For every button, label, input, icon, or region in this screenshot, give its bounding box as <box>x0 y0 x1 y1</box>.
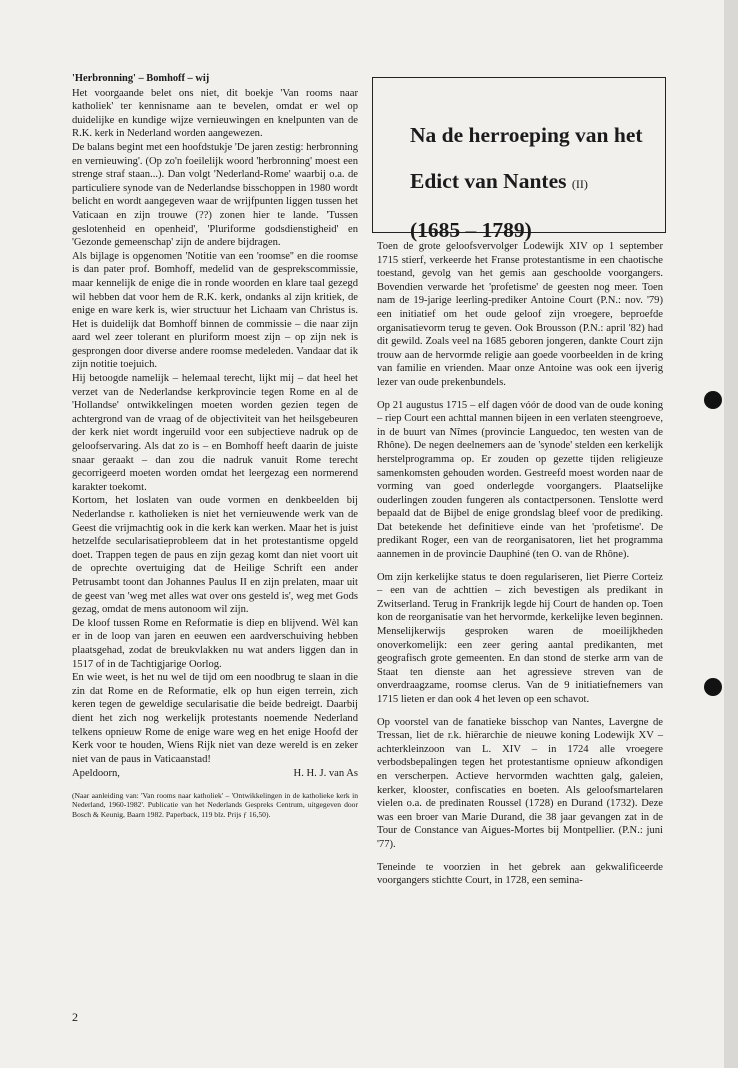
page-edge <box>724 0 738 1068</box>
title-line-2 <box>410 158 670 207</box>
page-number: 2 <box>72 1010 78 1024</box>
paragraph: Als bijlage is opgenomen 'Notitie van een 'roomse'' en die roomse is dan pater prof. Bomhoff, medelid van de gesprekscommissie, maar kennelijk de enige die in ronde woorden en klare taal gezegd wil hebben dat voor hem de R.K. kerk, ondanks al zijn kritiek, de enige en ware kerk is, wier structuur het Lichaam van Christus is. Het is duidelijk dat Bomhoff binnen de commissie – die naar zijn aard wel zeer tolerant en pluriform moest zijn – op zijn nek is gesprongen door diverse andere roomse medeleden. Vandaar dat ik zijn notitie toejuich. <box>72 250 358 371</box>
paragraph: En wie weet, is het nu wel de tijd om een noodbrug te slaan in die zin dat Rome en de Reformatie, elk op hun eigen terrein, zich keren tegen de geweldige secularisatie die beide bedreigt. Daarbij dient het zich nog werkelijk protestants noemende Nederland telkens opnieuw Rome de enige ware weg en het enige Hoofd der Kerk voor te houden, Wiens Rijk niet van deze wereld is en zeker niet van de paus in Vaticaanstad! <box>72 672 358 765</box>
paragraph: Het voorgaande belet ons niet, dit boekje 'Van rooms naar katholiek' ter kennisname aan te bevelen, omdat er wel op duidelijke en kundige wijze vernieuwingen en knelpunten van de R.K. kerk in Nederland worden aangewezen. <box>72 87 358 140</box>
footnote-line: Publicatie van het Nederlands Gespreks Centrum, uitgegeven door Bosch & Keunig, Baarn 1982. Paperback, 119 blz. Prijs ƒ 16,50). <box>72 800 358 819</box>
punch-hole <box>704 678 722 696</box>
paragraph: Toen de grote geloofsvervolger Lodewijk XIV op 1 september 1715 stierf, verkeerde het Franse protestantisme in een chaotische toestand, gevolg van het gemis aan geschoolde voorgangers. Bovendien verwarde het 'profetisme' de geesten nog meer. Toen nam de 19-jarige leerling-prediker Antoine Court (P.N.: nov. '79) een initiatief om het oude geloof zijn vroegere, beproefde organisatievorm terug te geven. Ook Brousson (P.N.: april '82) had dit gewild. Zoals veel na 1685 geboren jongeren, dankte Court zijn trouw aan de hervormde religie aan goede voorbeelden in de kring van familie en vrienden. Maar onze Antoine was ook een ijverig lezer van oude prekenbundels. <box>377 241 663 388</box>
paragraph: Hij betoogde namelijk – helemaal terecht, lijkt mij – dat heel het verzet van de Nederlandse kerkprovincie tegen Rome en al de 'Hollandse' ontwikkelingen moeten worden gezien tegen de achtergrond van de vraag of de objectiviteit van het heilsgebeuren der kerk niet wordt ingeruild voor een subjectieve nadruk op de geloofservaring. Als dat zo is – en Bomhoff heeft daarin de juiste snaar geraakt – dan zou die nadruk vanuit Rome terecht gecorrigeerd moeten worden omdat het leergezag een normerend karakter toekomt. <box>72 373 358 493</box>
footnote <box>72 791 358 819</box>
paragraph: Op voorstel van de fanatieke bisschop van Nantes, Lavergne de Tressan, liet de r.k. hiërarchie de nieuwe koning Lodewijk XV – achterkleinzoon van L. XIV – in 1724 alle vroegere verbodsbepalingen tegen het protestantisme opnieuw afkondigen en verscherpen. Actieve hervormden wachtten galg, galeien, kerker, klooster, confiscaties en boeten. Als geloofsmartelaren vielen o.a. de predinaten Roussel (1728) en Durand (1732). Deze was een broer van Marie Durand, die 38 jaar gevangen zat in de Tour de Constance van Aigues-Mortes bij Montpellier. (P.N.: juni '77). <box>377 716 663 850</box>
title-part-number: (II) <box>571 177 588 191</box>
paragraph: Teneinde te voorzien in het gebrek aan gekwalificeerde voorgangers stichtte Court, in 1728, een semina- <box>377 861 663 887</box>
author: H. H. J. van As <box>293 768 358 780</box>
place: Apeldoorn, <box>72 768 120 780</box>
paragraph: Op 21 augustus 1715 – elf dagen vóór de dood van de oude koning – riep Court een achttal mannen bijeen in een verlaten steengroeve, in de buurt van Nîmes (provincie Languedoc, ten westen van de Rhône). De negen deelnemers aan de 'synode' stelden een kerkelijk herstelprogramma op. Er zouden op gezette tijden religieuze samenkomsten gehouden worden. Gestreefd moest worden naar de vorming van goed onderlegde voorgangers. Plaatselijke ouderlingen zouden fungeren als contactpersonen. Tenslotte werd bepaald dat de Bijbel de enige grondslag bleef voor de prediking. Dat betekende het definitieve einde van het 'profetisme'. De predikant Roger, een van de reorganisatoren, liet het programma aannemen in de provincie Dauphiné (ten O. van de Rhône). <box>377 399 663 561</box>
title-text: Edict van Nantes <box>410 169 567 193</box>
section-heading: 'Herbronning' – Bomhoff – wij <box>72 73 210 84</box>
signature-line <box>72 767 358 781</box>
right-column <box>377 240 663 897</box>
paragraph: Om zijn kerkelijke status te doen regulariseren, liet Pierre Corteiz – een van de achttien – zich bevestigen als predikant in Zwitserland. Terug in Frankrijk legde hij Court de handen op. Toen kon de reorganisatie van het hervormde, kerkelijke leven beginnen. Menselijkerwijs gesproken waren de moeilijkheden onoverkomelijk: een zeer gering aantal predikanten, met geografisch grote gemeenten. En dan stond de sterke arm van de Staat ten dienste aan het agressieve streven van de onverdraagzame, roomse clerus. Van de 9 initiatiefnemers van 1715 lieten er dan ook 4 het leven op een schavot. <box>377 571 663 705</box>
paragraph: De kloof tussen Rome en Reformatie is diep en blijvend. Wèl kan er in de loop van jaren en eeuwen een aardverschuiving hebben plaatsgehad, zodat de breukvlakken nu wat anders liggen dan in 1517 of in de Tachtigjarige Oorlog. <box>72 617 358 670</box>
article-title <box>410 112 670 253</box>
punch-hole <box>704 391 722 409</box>
title-line-3: (1685 – 1789) <box>410 218 532 242</box>
paragraph: Kortom, het loslaten van oude vormen en denkbeelden bij Nederlandse r. katholieken is niet het vernieuwende werk van de Geest die vrijmachtig ook in die kerk kan werken. Maar het is juist hetzelfde secularisatieprobleem dat in het protestantisme opgeld doet. Trappen tegen de paus en zijn gezag komt dan niet voort uit de oprechte overtuiging dat de Heilige Schrift een ander Petrusambt toont dan Johannes Paulus II en zijn prelaten, maar uit de geest van 'weg met alles wat over ons gesteld is', weg met Gods gezag, omdat de mens autonoom wil zijn. <box>72 495 358 616</box>
left-column <box>72 72 358 819</box>
footnote-line: (Naar aanleiding van: 'Van rooms naar katholiek' – 'Ontwikkelingen in de katholieke kerk in Nederland, 1960-1982'. <box>72 790 358 810</box>
title-line-1: Na de herroeping van het <box>410 123 643 147</box>
paragraph: De balans begint met een hoofdstukje 'De jaren zestig: herbronning en vernieuwing'. (Op zo'n foeilelijk woord 'herbronning' moest een strenge straf staan...). Dan volgt 'Nederland-Rome' waarbij o.a. de particuliere synode van de Nederlandse bisschoppen in 1980 wordt belicht en wordt aangegeven waar de wrijfpunten liggen tussen het Vaticaan en zijn trouwe (??) zonen hier te lande. 'Tussen geslotenheid en openheid', 'Pluriforme godsdienstigheid' en 'Gezonde gemeenschap' zijn de andere bijdragen. <box>72 141 358 249</box>
